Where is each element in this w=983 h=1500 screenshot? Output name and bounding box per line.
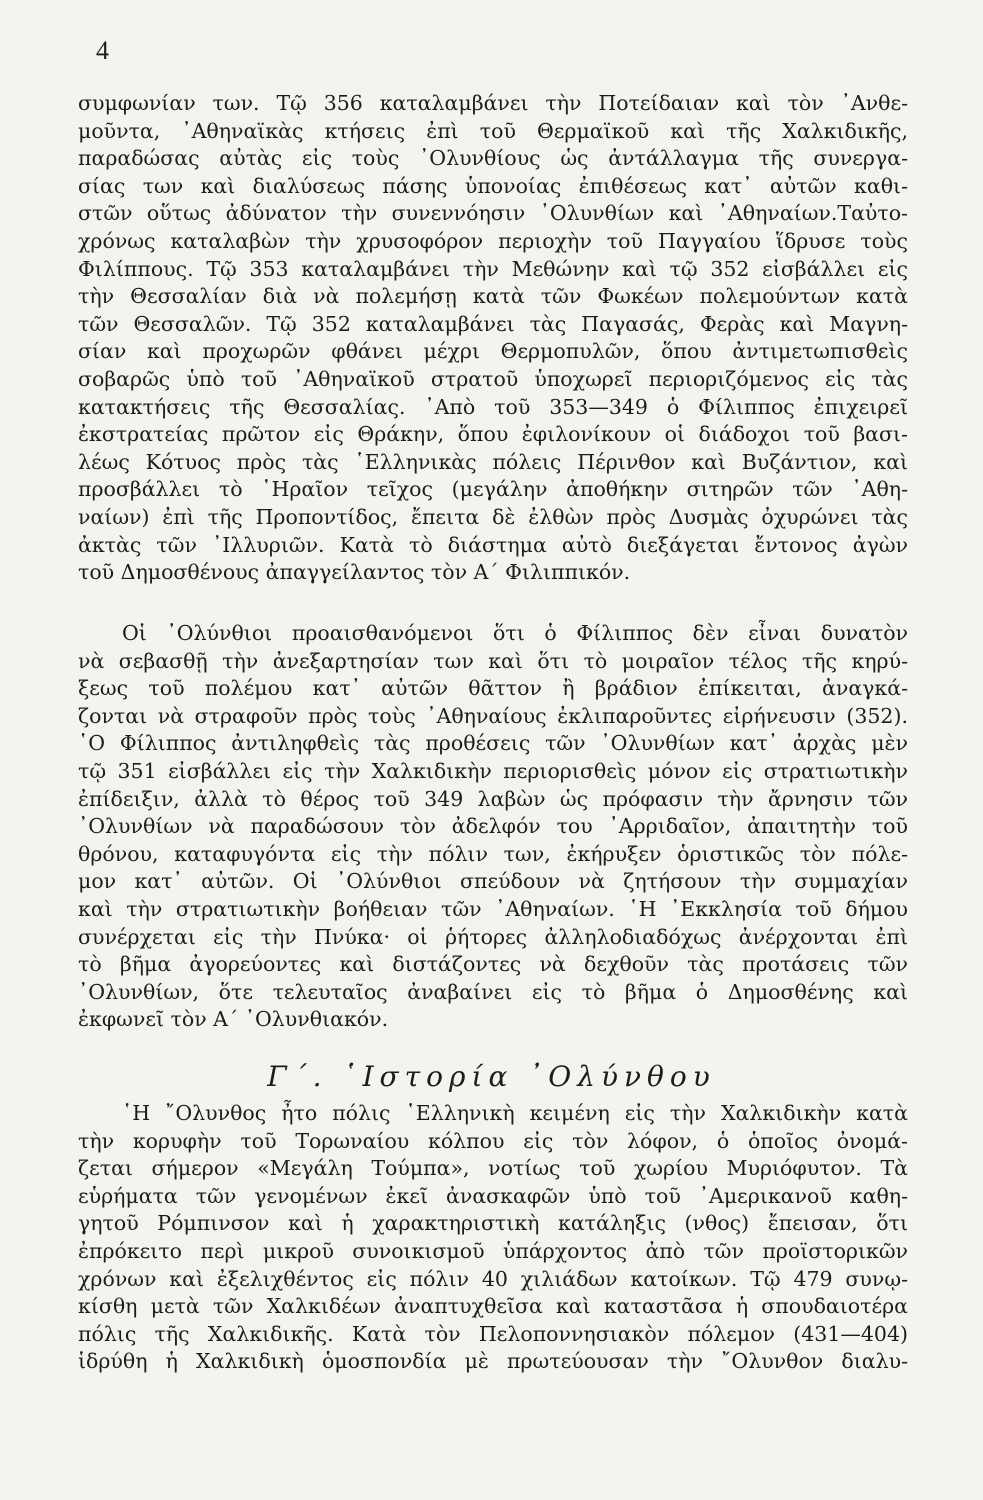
text-line: Οἱ ᾿Ολύνθιοι προαισθανόμενοι ὅτι ὁ Φίλιππος δὲν εἶναι δυνατὸν xyxy=(122,621,908,645)
text-line: κίσθη μετὰ τῶν Χαλκιδέων ἀναπτυχθεῖσα καὶ καταστᾶσα ἡ σπουδαιοτέρα xyxy=(78,1294,908,1319)
section-heading: Γ΄. ῾Ιστορία ᾿Ολύνθου xyxy=(267,1060,716,1093)
text-line: ζεται σήμερον «Μεγάλη Τούμπα», νοτίως τοῦ χωρίου Μυριόφυτον. Τὰ xyxy=(78,1156,908,1181)
page-number: 4 xyxy=(96,36,109,65)
paragraph-olynthian-appeal xyxy=(78,620,908,1034)
text-line: μοῦντα, ᾿Αθηναϊκὰς κτήσεις ἐπὶ τοῦ Θερμαϊκοῦ καὶ τῆς Χαλκιδικῆς, xyxy=(78,118,908,143)
text-line: σίας των καὶ διαλύσεως πάσης ὑπονοίας ἐπιθέσεως κατ᾿ αὐτῶν καθι- xyxy=(78,173,908,198)
text-line: σοβαρῶς ὑπὸ τοῦ ᾿Αθηναϊκοῦ στρατοῦ ὑποχωρεῖ περιοριζόμενος εἰς τὰς xyxy=(78,366,908,391)
text-line: λέως Κότυος πρὸς τὰς ῾Ελληνικὰς πόλεις Πέρινθον καὶ Βυζάντιον, καὶ xyxy=(78,449,908,474)
text-line: τῶν Θεσσαλῶν. Τῷ 352 καταλαμβάνει τὰς Παγασάς, Φερὰς καὶ Μαγνη- xyxy=(78,311,908,336)
text-line: κατακτήσεις τῆς Θεσσαλίας. ᾿Απὸ τοῦ 353—349 ὁ Φίλιππος ἐπιχειρεῖ xyxy=(78,394,908,419)
text-line: ἐκστρατείας πρῶτον εἰς Θράκην, ὅπου ἐφιλονίκουν οἱ διάδοχοι τοῦ βασι- xyxy=(78,422,908,447)
text-line: τοῦ Δημοσθένους ἀπαγγείλαντος τὸν Α΄ Φιλιππικόν. xyxy=(78,560,631,585)
text-line: ἀκτὰς τῶν ᾿Ιλλυριῶν. Κατὰ τὸ διάστημα αὐτὸ διεξάγεται ἔντονος ἀγὼν xyxy=(78,532,908,557)
text-line: καὶ τὴν στρατιωτικὴν βοήθειαν τῶν ᾿Αθηναίων. ῾Η ᾿Εκκλησία τοῦ δήμου xyxy=(78,896,908,921)
text-line: συμφωνίαν των. Τῷ 356 καταλαμβάνει τὴν Ποτείδαιαν καὶ τὸν ᾿Ανθε- xyxy=(78,91,908,115)
text-line: ἱδρύθη ἡ Χαλκιδικὴ ὁμοσπονδία μὲ πρωτεύουσαν τὴν ῎Ολυνθον διαλυ- xyxy=(78,1349,908,1374)
text-line: παραδώσας αὐτὰς εἰς τοὺς ᾿Ολυνθίους ὡς ἀντάλλαγμα τῆς συνεργα- xyxy=(78,146,908,171)
text-line: ναίων) ἐπὶ τῆς Προποντίδος, ἔπειτα δὲ ἐλθὼν πρὸς Δυσμὰς ὀχυρώνει τὰς xyxy=(78,504,908,529)
text-line: εὑρήματα τῶν γενομένων ἐκεῖ ἀνασκαφῶν ὑπὸ τοῦ ᾿Αμερικανοῦ καθη- xyxy=(78,1183,908,1208)
text-line: τὸ βῆμα ἀγορεύοντες καὶ διστάζοντες νὰ δεχθοῦν τὰς προτάσεις τῶν xyxy=(78,952,908,977)
text-line: ᾿Ολυνθίων νὰ παραδώσουν τὸν ἀδελφόν του ᾿Αρριδαῖον, ἀπαιτητὴν τοῦ xyxy=(78,814,908,839)
text-line: ζονται νὰ στραφοῦν πρὸς τοὺς ᾿Αθηναίους ἐκλιπαροῦντες εἰρήνευσιν (352). xyxy=(78,703,908,728)
text-line: νὰ σεβασθῇ τὴν ἀνεξαρτησίαν των καὶ ὅτι τὸ μοιραῖον τέλος τῆς κηρύ- xyxy=(78,648,908,673)
text-line: χρόνων καὶ ἐξελιχθέντος εἰς πόλιν 40 χιλιάδων κατοίκων. Τῷ 479 συνῳ- xyxy=(78,1266,908,1291)
text-line: θρόνου, καταφυγόντα εἰς τὴν πόλιν των, ἐκήρυξεν ὁριστικῶς τὸν πόλε- xyxy=(78,841,908,866)
text-line: τῷ 351 εἰσβάλλει εἰς τὴν Χαλκιδικὴν περιορισθεὶς μόνον εἰς στρατιωτικὴν xyxy=(78,758,908,783)
text-line: στῶν οὕτως ἀδύνατον τὴν συνεννόησιν ᾿Ολυνθίων καὶ ᾿Αθηναίων.Ταὐτο- xyxy=(78,201,908,226)
text-line: ἐκφωνεῖ τὸν Α΄ ᾿Ολυνθιακόν. xyxy=(78,1007,389,1032)
text-line: ξεως τοῦ πολέμου κατ᾿ αὐτῶν θᾶττον ἢ βράδιον ἐπίκειται, ἀναγκά- xyxy=(78,676,908,701)
text-line: χρόνως καταλαβὼν τὴν χρυσοφόρον περιοχὴν τοῦ Παγγαίου ἵδρυσε τοὺς xyxy=(78,228,908,253)
text-line: προσβάλλει τὸ ῾Ηραῖον τεῖχος (μεγάλην ἀποθήκην σιτηρῶν τῶν ᾿Αθη- xyxy=(78,477,908,502)
text-line: Φιλίππους. Τῷ 353 καταλαμβάνει τὴν Μεθώνην καὶ τῷ 352 εἰσβάλλει εἰς xyxy=(78,256,908,281)
text-line: γητοῦ Ρόμπινσον καὶ ἡ χαρακτηριστικὴ κατάληξις (νθος) ἔπεισαν, ὅτι xyxy=(78,1211,908,1236)
paragraph-history-of-olynthus xyxy=(78,1100,908,1376)
text-line: μον κατ᾿ αὐτῶν. Οἱ ᾿Ολύνθιοι σπεύδουν νὰ ζητήσουν τὴν συμμαχίαν xyxy=(78,869,908,894)
paragraph-philip-campaigns xyxy=(78,90,908,587)
text-line: ἐπρόκειτο περὶ μικροῦ συνοικισμοῦ ὑπάρχοντος ἀπὸ τῶν προϊστορικῶν xyxy=(78,1238,908,1263)
text-line: συνέρχεται εἰς τὴν Πνύκα· οἱ ῥήτορες ἀλληλοδιαδόχως ἀνέρχονται ἐπὶ xyxy=(78,924,908,949)
text-line: πόλις τῆς Χαλκιδικῆς. Κατὰ τὸν Πελοποννησιακὸν πόλεμον (431—404) xyxy=(78,1321,908,1346)
text-line: ῾Η ῎Ολυνθος ἦτο πόλις ῾Ελληνικὴ κειμένη εἰς τὴν Χαλκιδικὴν κατὰ xyxy=(122,1101,908,1125)
text-line: ἐπίδειξιν, ἀλλὰ τὸ θέρος τοῦ 349 λαβὼν ὡς πρόφασιν τὴν ἄρνησιν τῶν xyxy=(78,786,908,811)
text-line: σίαν καὶ προχωρῶν φθάνει μέχρι Θερμοπυλῶν, ὅπου ἀντιμετωπισθεὶς xyxy=(78,339,908,364)
text-line: τὴν Θεσσαλίαν διὰ νὰ πολεμήσῃ κατὰ τῶν Φωκέων πολεμούντων κατὰ xyxy=(78,284,908,309)
text-line: τὴν κορυφὴν τοῦ Τορωναίου κόλπου εἰς τὸν λόφον, ὁ ὁποῖος ὀνομά- xyxy=(78,1128,908,1153)
text-line: ᾿Ολυνθίων, ὅτε τελευταῖος ἀναβαίνει εἰς τὸ βῆμα ὁ Δημοσθένης καὶ xyxy=(78,979,908,1004)
text-line: ῾Ο Φίλιππος ἀντιληφθεὶς τὰς προθέσεις τῶν ᾿Ολυνθίων κατ᾿ ἀρχὰς μὲν xyxy=(78,731,908,756)
